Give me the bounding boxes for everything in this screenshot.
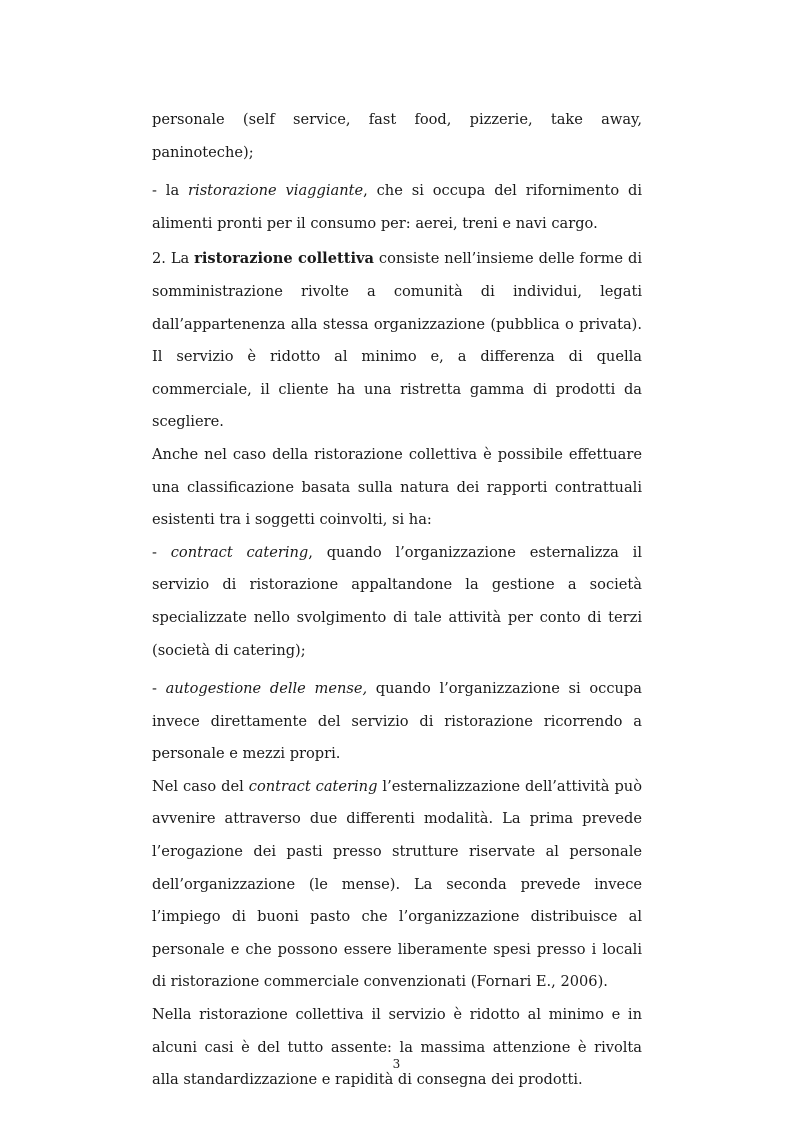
paragraph-ristorazione-viaggiante: - la ristorazione viaggiante, che si occupa del rifornimento di alimenti pronti per il consumo per: aerei, treni e navi cargo. xyxy=(152,182,642,232)
paragraph-esternalizzazione: Nel caso del contract catering l’esternalizzazione dell’attività può avvenire attraverso due differenti modalità. La prima prevede l’erogazione dei pasti presso strutture riservate al personale dell’organizzazione (le mense). La seconda prevede invece l’impiego di buoni pasto che l’organizzazione distribuisce al personale e che possono essere liberamente spesi presso i locali di ristorazione commerciale convenzionati (Fornari E., 2006). xyxy=(152,777,642,991)
paragraph-servizio-ridotto: Nella ristorazione collettiva il servizio è ridotto al minimo e in alcuni casi è del tutto assente: la massima attenzione è rivolta alla standardizzazione e rapidità di consegna dei prodotti. xyxy=(152,1006,642,1089)
term-contract-catering: contract catering xyxy=(170,543,309,561)
paragraph-contract-catering: - contract catering, quando l’organizzazione esternalizza il servizio di ristorazione appaltandone la gestione a società specializzate nello svolgimento di tale attività per conto di terzi (società di catering); xyxy=(152,543,642,659)
page-body xyxy=(152,104,642,1097)
term-ristorazione-viaggiante: ristorazione viaggiante xyxy=(188,182,364,200)
term-ristorazione-collettiva: ristorazione collettiva xyxy=(194,250,374,268)
paragraph-ristorazione-collettiva: 2. La ristorazione collettiva consiste nell’insieme delle forme di somministrazione rivolte a comunità di individui, legati dall’appartenenza alla stessa organizzazione (pubblica o privata). Il servizio è ridotto al minimo e, a differenza di quella commerciale, il cliente ha una ristretta gamma di prodotti da scegliere. xyxy=(152,250,642,431)
paragraph-classificazione: Anche nel caso della ristorazione collettiva è possibile effettuare una classificazione basata sulla natura dei rapporti contrattuali esistenti tra i soggetti coinvolti, si ha: xyxy=(152,445,642,529)
paragraph-autogestione: - autogestione delle mense, quando l’organizzazione si occupa invece direttamente del servizio di ristorazione ricorrendo a personale e mezzi propri. xyxy=(152,680,642,763)
term-contract-catering-2: contract catering xyxy=(248,777,378,795)
paragraph-self-service: personale (self service, fast food, pizzerie, take away, paninoteche); xyxy=(152,111,642,161)
page-number: 3 xyxy=(392,1057,401,1071)
term-autogestione-delle-mense: autogestione delle mense, xyxy=(165,680,368,698)
